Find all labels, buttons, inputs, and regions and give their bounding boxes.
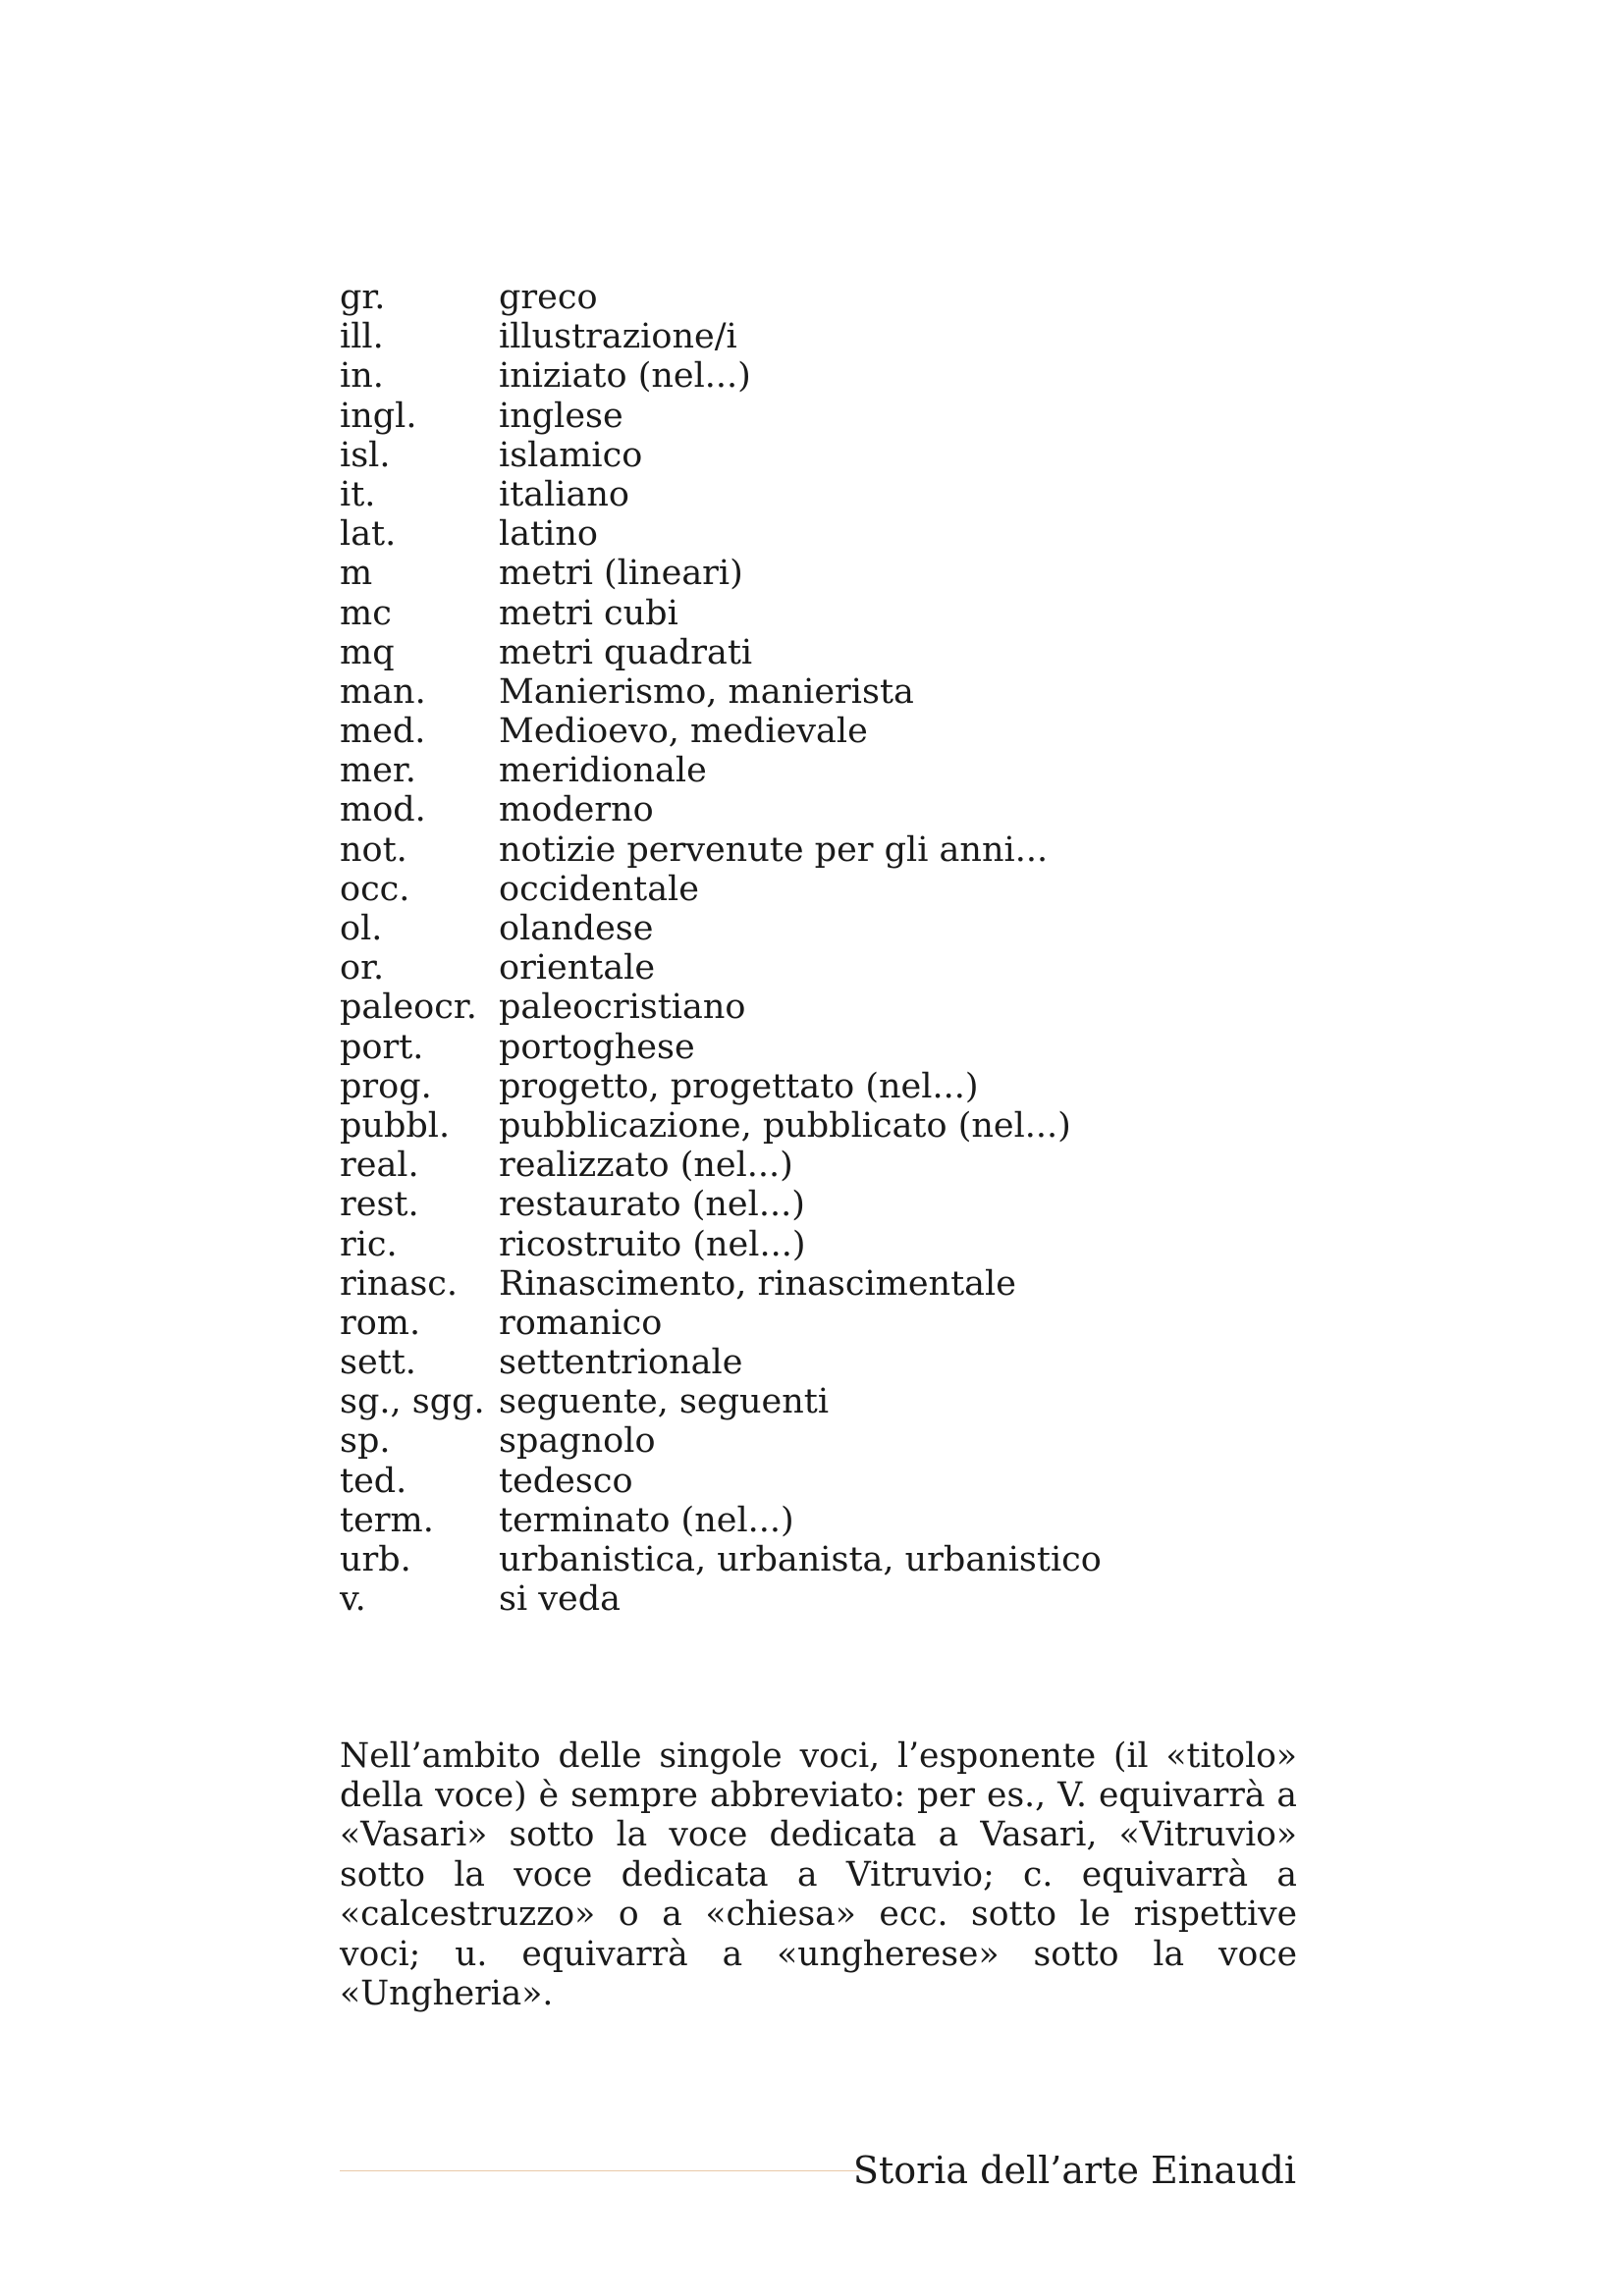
abbreviation-key: ill. xyxy=(340,317,384,357)
abbreviation-meaning: metri quadrati xyxy=(499,632,753,672)
abbreviation-row xyxy=(340,356,1322,396)
abbreviation-row xyxy=(340,1264,1322,1304)
abbreviation-key: occ. xyxy=(340,869,410,909)
abbreviation-row xyxy=(340,948,1322,988)
abbreviation-row xyxy=(340,475,1322,514)
abbreviation-row xyxy=(340,1579,1322,1619)
abbreviation-meaning: orientale xyxy=(499,948,656,988)
abbreviation-key: lat. xyxy=(340,514,397,555)
abbreviation-key: not. xyxy=(340,829,407,870)
abbreviation-meaning: greco xyxy=(499,278,598,317)
abbreviation-row xyxy=(340,1067,1322,1106)
abbreviation-row xyxy=(340,672,1322,712)
abbreviation-meaning: spagnolo xyxy=(499,1421,656,1462)
abbreviation-meaning: portoghese xyxy=(499,1027,695,1067)
abbreviation-meaning: ricostruito (nel...) xyxy=(499,1224,806,1264)
abbreviation-key: med. xyxy=(340,712,426,752)
abbreviation-key: mc xyxy=(340,593,392,633)
abbreviation-key: rinasc. xyxy=(340,1263,459,1304)
abbreviation-row xyxy=(340,436,1322,475)
abbreviation-key: rest. xyxy=(340,1185,419,1225)
abbreviation-meaning: urbanistica, urbanista, urbanistico xyxy=(499,1540,1102,1579)
abbreviation-row xyxy=(340,633,1322,672)
abbreviation-meaning: settentrionale xyxy=(499,1343,743,1383)
abbreviation-row xyxy=(340,317,1322,356)
usage-note: Nell’ambito delle singole voci, l’esponente (il «titolo» della voce) è sempre abbreviato: per es., V. equivarrà a «Vasari» sotto la voce dedicata a Vasari, «Vitruvio» sotto la voce dedicata a Vitruvio; c. equivarrà a «calcestruzzo» o a «chiesa» ecc. sotto le rispettive voci; u. equivarrà a «ungherese» sotto la voce «Ungheria». xyxy=(340,1735,1297,2013)
abbreviation-row xyxy=(340,1225,1322,1264)
abbreviation-row xyxy=(340,554,1322,593)
abbreviation-meaning: metri cubi xyxy=(499,593,678,633)
abbreviation-key: it. xyxy=(340,474,376,514)
abbreviation-key: sg., sgg. xyxy=(340,1382,485,1422)
abbreviation-key: paleocr. xyxy=(340,988,477,1028)
abbreviation-meaning: tedesco xyxy=(499,1461,633,1501)
abbreviation-key: isl. xyxy=(340,435,391,475)
abbreviation-row xyxy=(340,1304,1322,1343)
abbreviation-key: pubbl. xyxy=(340,1105,451,1146)
abbreviation-key: mq xyxy=(340,632,395,672)
abbreviation-meaning: italiano xyxy=(499,474,629,514)
abbreviation-row xyxy=(340,909,1322,948)
abbreviation-meaning: moderno xyxy=(499,790,654,830)
abbreviation-meaning: si veda xyxy=(499,1579,622,1620)
abbreviation-meaning: pubblicazione, pubblicato (nel...) xyxy=(499,1105,1071,1146)
abbreviation-key: ric. xyxy=(340,1224,398,1264)
abbreviation-key: v. xyxy=(340,1579,366,1620)
abbreviation-row xyxy=(340,751,1322,790)
abbreviation-meaning: iniziato (nel...) xyxy=(499,356,751,397)
abbreviation-key: port. xyxy=(340,1027,424,1067)
abbreviation-meaning: islamico xyxy=(499,435,643,475)
abbreviation-key: real. xyxy=(340,1146,419,1186)
footer-title: Storia dell’arte Einaudi xyxy=(852,2149,1296,2192)
abbreviation-row xyxy=(340,1028,1322,1067)
abbreviation-key: ted. xyxy=(340,1461,407,1501)
abbreviation-meaning: occidentale xyxy=(499,869,699,909)
abbreviation-row xyxy=(340,830,1322,870)
abbreviation-row xyxy=(340,594,1322,633)
abbreviation-row xyxy=(340,870,1322,909)
abbreviation-meaning: meridionale xyxy=(499,751,707,791)
abbreviation-row xyxy=(340,1421,1322,1461)
abbreviation-key: or. xyxy=(340,948,385,988)
abbreviation-row xyxy=(340,278,1322,317)
abbreviation-meaning: Rinascimento, rinascimentale xyxy=(499,1263,1016,1304)
abbreviation-key: gr. xyxy=(340,278,386,317)
abbreviation-key: sp. xyxy=(340,1421,391,1462)
abbreviation-key: sett. xyxy=(340,1343,416,1383)
abbreviation-key: ol. xyxy=(340,909,383,948)
abbreviation-meaning: restaurato (nel...) xyxy=(499,1185,805,1225)
abbreviation-key: ingl. xyxy=(340,396,417,436)
abbreviation-row xyxy=(340,1382,1322,1421)
abbreviation-key: mod. xyxy=(340,790,426,830)
abbreviation-key: term. xyxy=(340,1500,434,1540)
abbreviation-row xyxy=(340,790,1322,829)
abbreviation-row xyxy=(340,1501,1322,1540)
abbreviation-meaning: Manierismo, manierista xyxy=(499,671,914,712)
abbreviation-row xyxy=(340,1106,1322,1146)
abbreviation-meaning: terminato (nel...) xyxy=(499,1500,794,1540)
abbreviation-meaning: seguente, seguenti xyxy=(499,1382,830,1422)
abbreviation-key: rom. xyxy=(340,1303,421,1343)
abbreviation-meaning: notizie pervenute per gli anni... xyxy=(499,829,1049,870)
abbreviation-row xyxy=(340,712,1322,751)
abbreviation-key: urb. xyxy=(340,1540,411,1579)
abbreviation-key: mer. xyxy=(340,751,416,791)
abbreviation-row xyxy=(340,988,1322,1027)
abbreviation-key: man. xyxy=(340,671,426,712)
footer-rule xyxy=(340,2170,860,2171)
abbreviation-meaning: progetto, progettato (nel...) xyxy=(499,1066,979,1106)
abbreviation-row xyxy=(340,1146,1322,1185)
abbreviation-row xyxy=(340,1343,1322,1382)
abbreviation-row xyxy=(340,397,1322,436)
abbreviation-meaning: paleocristiano xyxy=(499,988,746,1028)
abbreviation-list xyxy=(340,278,1322,1619)
abbreviation-meaning: illustrazione/i xyxy=(499,317,737,357)
abbreviation-meaning: realizzato (nel...) xyxy=(499,1146,793,1186)
abbreviation-meaning: inglese xyxy=(499,396,623,436)
abbreviation-key: m xyxy=(340,554,373,594)
abbreviation-key: in. xyxy=(340,356,384,397)
abbreviation-meaning: romanico xyxy=(499,1303,663,1343)
abbreviation-meaning: olandese xyxy=(499,909,654,948)
abbreviation-row xyxy=(340,1540,1322,1579)
abbreviation-row xyxy=(340,1462,1322,1501)
abbreviation-key: prog. xyxy=(340,1066,432,1106)
abbreviation-row xyxy=(340,514,1322,554)
abbreviation-meaning: metri (lineari) xyxy=(499,554,743,594)
abbreviation-meaning: latino xyxy=(499,514,598,555)
abbreviation-meaning: Medioevo, medievale xyxy=(499,712,868,752)
abbreviation-row xyxy=(340,1185,1322,1224)
